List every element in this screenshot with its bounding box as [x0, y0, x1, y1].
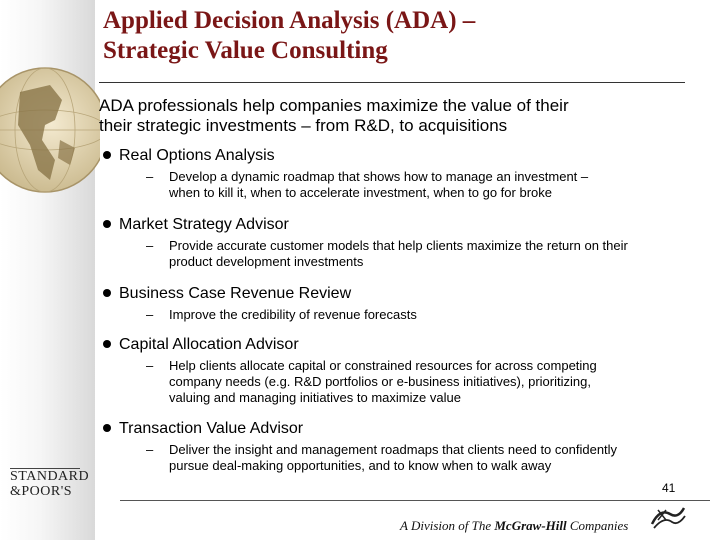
page-number: 41 [662, 481, 676, 495]
sub-item [119, 307, 714, 323]
sub-line: Help clients allocate capital or constrained resources for across competing [169, 358, 597, 373]
logo-line-2: &POOR'S [10, 484, 73, 499]
sub-line: company needs (e.g. R&D portfolios or e-business initiatives), prioritizing, [169, 374, 591, 389]
item-label: Transaction Value Advisor [119, 420, 304, 437]
list-item [99, 419, 714, 474]
title-divider [99, 82, 685, 83]
mcgraw-hill-logo-icon [648, 502, 688, 532]
intro-line-1: ADA professionals help companies maximize the value of their [99, 96, 569, 115]
footer-prefix: A Division of The [400, 518, 495, 533]
title-line-2: Strategic Value Consulting [103, 37, 388, 64]
title-line-1: Applied Decision Analysis (ADA) – [103, 7, 476, 34]
footer-suffix: Companies [566, 518, 629, 533]
sub-line: when to kill it, when to accelerate investment, when to go for broke [169, 185, 552, 200]
sub-item [119, 238, 714, 270]
list-item [99, 284, 714, 323]
item-label: Market Strategy Advisor [119, 216, 289, 233]
bullet-icon [103, 220, 111, 228]
footer-text [400, 518, 628, 534]
footer-divider [120, 500, 710, 501]
sub-line: Develop a dynamic roadmap that shows how to manage an investment – [169, 169, 589, 184]
dash-icon: – [146, 307, 154, 322]
dash-icon: – [146, 442, 154, 457]
page-title [103, 6, 703, 66]
bullet-icon [103, 424, 111, 432]
bullet-icon [103, 151, 111, 159]
logo-line-1: STANDARD [10, 469, 90, 484]
sub-line: Improve the credibility of revenue forecasts [169, 307, 417, 322]
sub-line: Provide accurate customer models that help clients maximize the return on their [169, 238, 628, 253]
intro-line-2: their strategic investments – from R&D, to acquisitions [99, 116, 508, 135]
service-list [99, 146, 714, 474]
sub-line: pursue deal-making opportunities, and to know when to walk away [169, 458, 552, 473]
bullet-icon [103, 289, 111, 297]
item-label: Capital Allocation Advisor [119, 336, 299, 353]
sub-line: product development investments [169, 254, 364, 269]
dash-icon: – [146, 238, 154, 253]
bullet-icon [103, 340, 111, 348]
dash-icon: – [146, 169, 154, 184]
list-item [99, 146, 714, 201]
dash-icon: – [146, 358, 154, 373]
globe-icon [0, 30, 100, 230]
item-label: Business Case Revenue Review [119, 285, 352, 302]
sub-item [119, 169, 714, 201]
sub-line: Deliver the insight and management roadmaps that clients need to confidently [169, 442, 618, 457]
standard-poors-logo [10, 468, 90, 499]
list-item [99, 335, 714, 406]
sub-line: valuing and managing initiatives to maximize value [169, 390, 461, 405]
list-item [99, 215, 714, 270]
item-label: Real Options Analysis [119, 147, 275, 164]
footer-brand: McGraw-Hill [494, 518, 567, 533]
sub-item [119, 442, 714, 474]
intro-text [99, 96, 709, 136]
sub-item [119, 358, 714, 406]
